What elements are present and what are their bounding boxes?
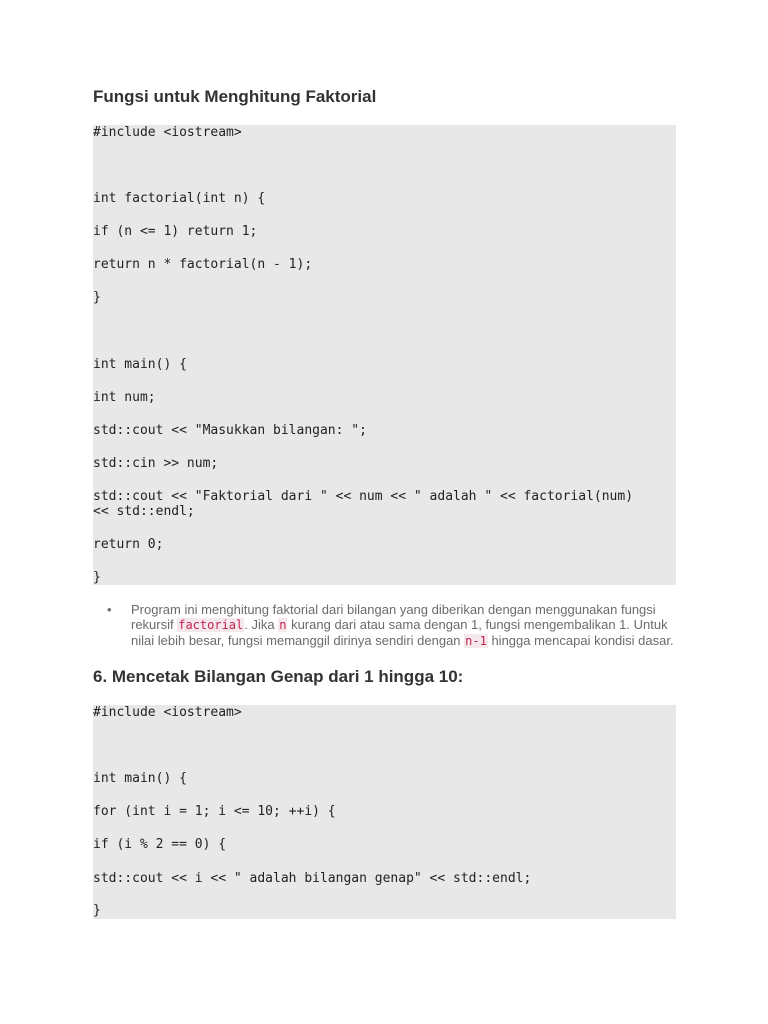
code-line: return 0; — [93, 537, 164, 552]
explanation-text: hingga mencapai kondisi dasar. — [487, 633, 674, 648]
code-line: } — [93, 903, 101, 918]
bullet-dot-icon: • — [107, 602, 112, 617]
code-line: return n * factorial(n - 1); — [93, 257, 313, 272]
list-item — [93, 602, 676, 649]
code-line: } — [93, 570, 101, 585]
code-line: << std::endl; — [93, 504, 195, 519]
explanation-list — [93, 602, 676, 649]
code-line: #include <iostream> — [93, 125, 242, 140]
code-line: std::cout << i << " adalah bilangan genap" << std::endl; — [93, 871, 532, 886]
section-title-even-numbers: 6. Mencetak Bilangan Genap dari 1 hingga 10: — [93, 667, 464, 686]
code-line: std::cout << "Faktorial dari " << num << " adalah " << factorial(num) — [93, 489, 634, 504]
code-line: } — [93, 290, 101, 305]
code-line: std::cout << "Masukkan bilangan: "; — [93, 423, 367, 438]
inline-code-factorial: factorial — [178, 618, 244, 632]
explanation-text: Program ini menghitung faktorial dari bilangan yang diberikan dengan menggunakan fungsi rekursif — [131, 602, 656, 632]
code-line: int main() { — [93, 357, 187, 372]
code-line: #include <iostream> — [93, 705, 242, 720]
code-line: int factorial(int n) { — [93, 191, 266, 206]
inline-code-n: n — [279, 618, 287, 632]
code-line: std::cin >> num; — [93, 456, 219, 471]
code-line: if (i % 2 == 0) { — [93, 837, 227, 852]
code-block-even-numbers — [93, 705, 676, 919]
code-line: if (n <= 1) return 1; — [93, 224, 258, 239]
explanation-text: kurang dari atau sama dengan 1, fungsi mengembalikan 1. Untuk nilai lebih besar, fungsi memanggil dirinya sendiri dengan — [131, 617, 668, 648]
code-block-factorial — [93, 125, 676, 585]
explanation-text: . Jika — [244, 617, 279, 632]
code-line: int main() { — [93, 771, 187, 786]
inline-code-n-minus-1: n-1 — [465, 634, 487, 648]
section-title-factorial: Fungsi untuk Menghitung Faktorial — [93, 87, 377, 106]
code-line: for (int i = 1; i <= 10; ++i) { — [93, 804, 336, 819]
code-line: int num; — [93, 390, 156, 405]
